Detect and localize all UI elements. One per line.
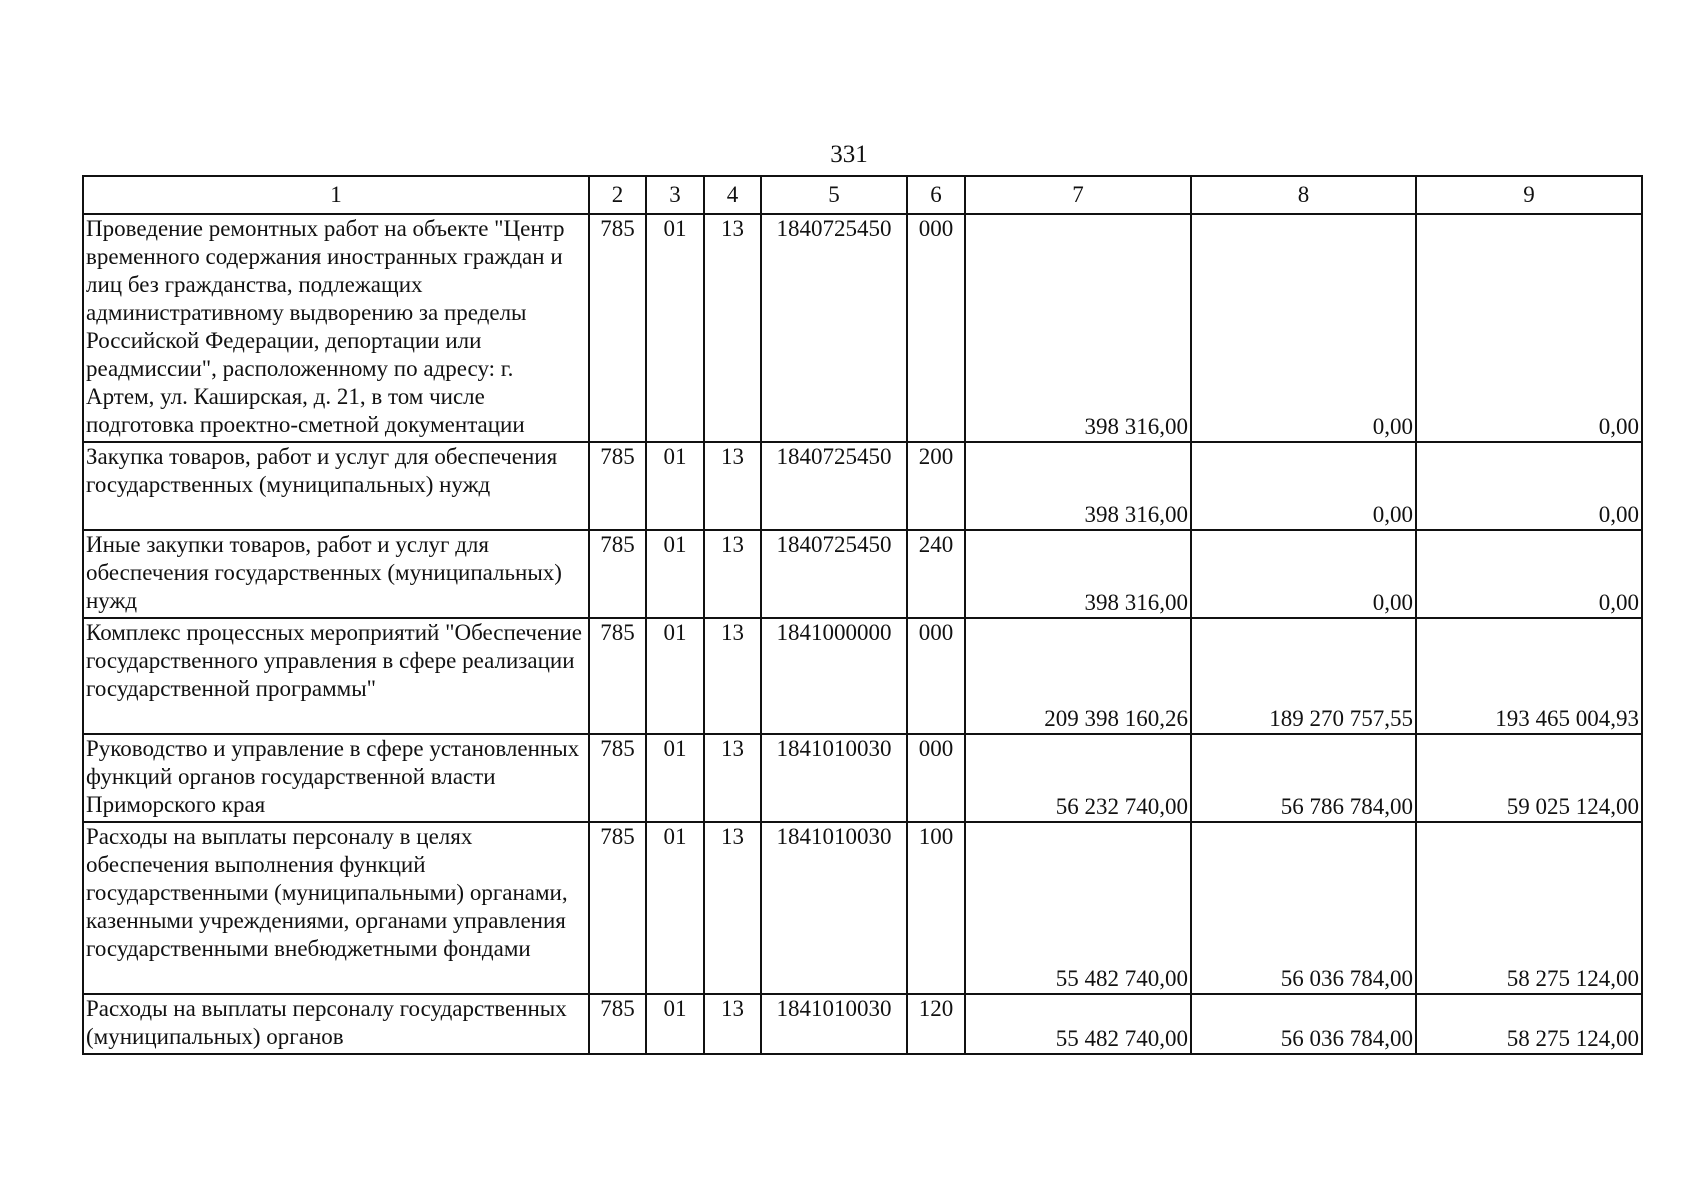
column-header-sum1: 7 [965, 176, 1191, 214]
row-vr: 000 [907, 734, 965, 822]
table-row [83, 618, 1642, 734]
row-rz: 01 [646, 822, 704, 994]
column-header-rz: 3 [646, 176, 704, 214]
column-header-name: 1 [83, 176, 589, 214]
table-row [83, 442, 1642, 530]
row-pr: 13 [704, 994, 761, 1054]
row-sum3: 58 275 124,00 [1416, 994, 1642, 1054]
table-row [83, 822, 1642, 994]
row-sum3: 0,00 [1416, 442, 1642, 530]
row-csr: 1840725450 [761, 442, 907, 530]
row-csr: 1841010030 [761, 822, 907, 994]
column-header-csr: 5 [761, 176, 907, 214]
row-sum2: 0,00 [1191, 530, 1416, 618]
row-name: Закупка товаров, работ и услуг для обеспечения государственных (муниципальных) нужд [83, 442, 589, 530]
row-rz: 01 [646, 530, 704, 618]
row-pr: 13 [704, 618, 761, 734]
row-grbs: 785 [589, 734, 646, 822]
row-sum1: 209 398 160,26 [965, 618, 1191, 734]
row-sum2: 189 270 757,55 [1191, 618, 1416, 734]
row-rz: 01 [646, 214, 704, 442]
row-sum3: 59 025 124,00 [1416, 734, 1642, 822]
column-header-pr: 4 [704, 176, 761, 214]
row-name: Расходы на выплаты персоналу государственных (муниципальных) органов [83, 994, 589, 1054]
row-name: Проведение ремонтных работ на объекте "Центр временного содержания иностранных граждан и лиц без гражданства, подлежащих административному выдворению за пределы Российской Федерации, депортации или реадмиссии", расположенному по адресу: г. Артем, ул. Каширская, д. 21, в том числе подготовка проектно-сметной документации [83, 214, 589, 442]
row-csr: 1840725450 [761, 530, 907, 618]
column-header-sum3: 9 [1416, 176, 1642, 214]
row-vr: 100 [907, 822, 965, 994]
row-sum1: 55 482 740,00 [965, 994, 1191, 1054]
row-sum2: 56 036 784,00 [1191, 994, 1416, 1054]
row-vr: 000 [907, 214, 965, 442]
row-sum2: 0,00 [1191, 214, 1416, 442]
column-header-grbs: 2 [589, 176, 646, 214]
row-csr: 1841010030 [761, 734, 907, 822]
row-name: Руководство и управление в сфере установленных функций органов государственной власти Приморского края [83, 734, 589, 822]
row-grbs: 785 [589, 994, 646, 1054]
row-sum1: 398 316,00 [965, 214, 1191, 442]
column-header-vr: 6 [907, 176, 965, 214]
row-sum2: 56 036 784,00 [1191, 822, 1416, 994]
row-name: Комплекс процессных мероприятий "Обеспечение государственного управления в сфере реализации государственной программы" [83, 618, 589, 734]
row-sum3: 0,00 [1416, 214, 1642, 442]
row-grbs: 785 [589, 530, 646, 618]
row-vr: 240 [907, 530, 965, 618]
row-sum3: 58 275 124,00 [1416, 822, 1642, 994]
header-row [83, 176, 1642, 214]
row-sum3: 0,00 [1416, 530, 1642, 618]
row-pr: 13 [704, 530, 761, 618]
table-row [83, 734, 1642, 822]
page-number: 331 [830, 141, 868, 168]
column-header-sum2: 8 [1191, 176, 1416, 214]
row-sum2: 56 786 784,00 [1191, 734, 1416, 822]
row-rz: 01 [646, 734, 704, 822]
row-vr: 000 [907, 618, 965, 734]
row-pr: 13 [704, 442, 761, 530]
row-csr: 1841000000 [761, 618, 907, 734]
row-sum1: 56 232 740,00 [965, 734, 1191, 822]
row-sum1: 398 316,00 [965, 530, 1191, 618]
row-name: Иные закупки товаров, работ и услуг для обеспечения государственных (муниципальных) нужд [83, 530, 589, 618]
row-rz: 01 [646, 994, 704, 1054]
table-row [83, 530, 1642, 618]
table-row [83, 214, 1642, 442]
row-pr: 13 [704, 214, 761, 442]
row-sum1: 55 482 740,00 [965, 822, 1191, 994]
row-grbs: 785 [589, 822, 646, 994]
row-rz: 01 [646, 618, 704, 734]
row-rz: 01 [646, 442, 704, 530]
row-sum1: 398 316,00 [965, 442, 1191, 530]
row-vr: 120 [907, 994, 965, 1054]
row-pr: 13 [704, 822, 761, 994]
row-pr: 13 [704, 734, 761, 822]
row-csr: 1840725450 [761, 214, 907, 442]
row-grbs: 785 [589, 618, 646, 734]
budget-table [82, 175, 1643, 1055]
row-csr: 1841010030 [761, 994, 907, 1054]
row-sum2: 0,00 [1191, 442, 1416, 530]
row-grbs: 785 [589, 214, 646, 442]
table-row [83, 994, 1642, 1054]
row-grbs: 785 [589, 442, 646, 530]
row-sum3: 193 465 004,93 [1416, 618, 1642, 734]
row-name: Расходы на выплаты персоналу в целях обеспечения выполнения функций государственными (муниципальными) органами, казенными учреждениями, органами управления государственными внебюджетными фондами [83, 822, 589, 994]
row-vr: 200 [907, 442, 965, 530]
